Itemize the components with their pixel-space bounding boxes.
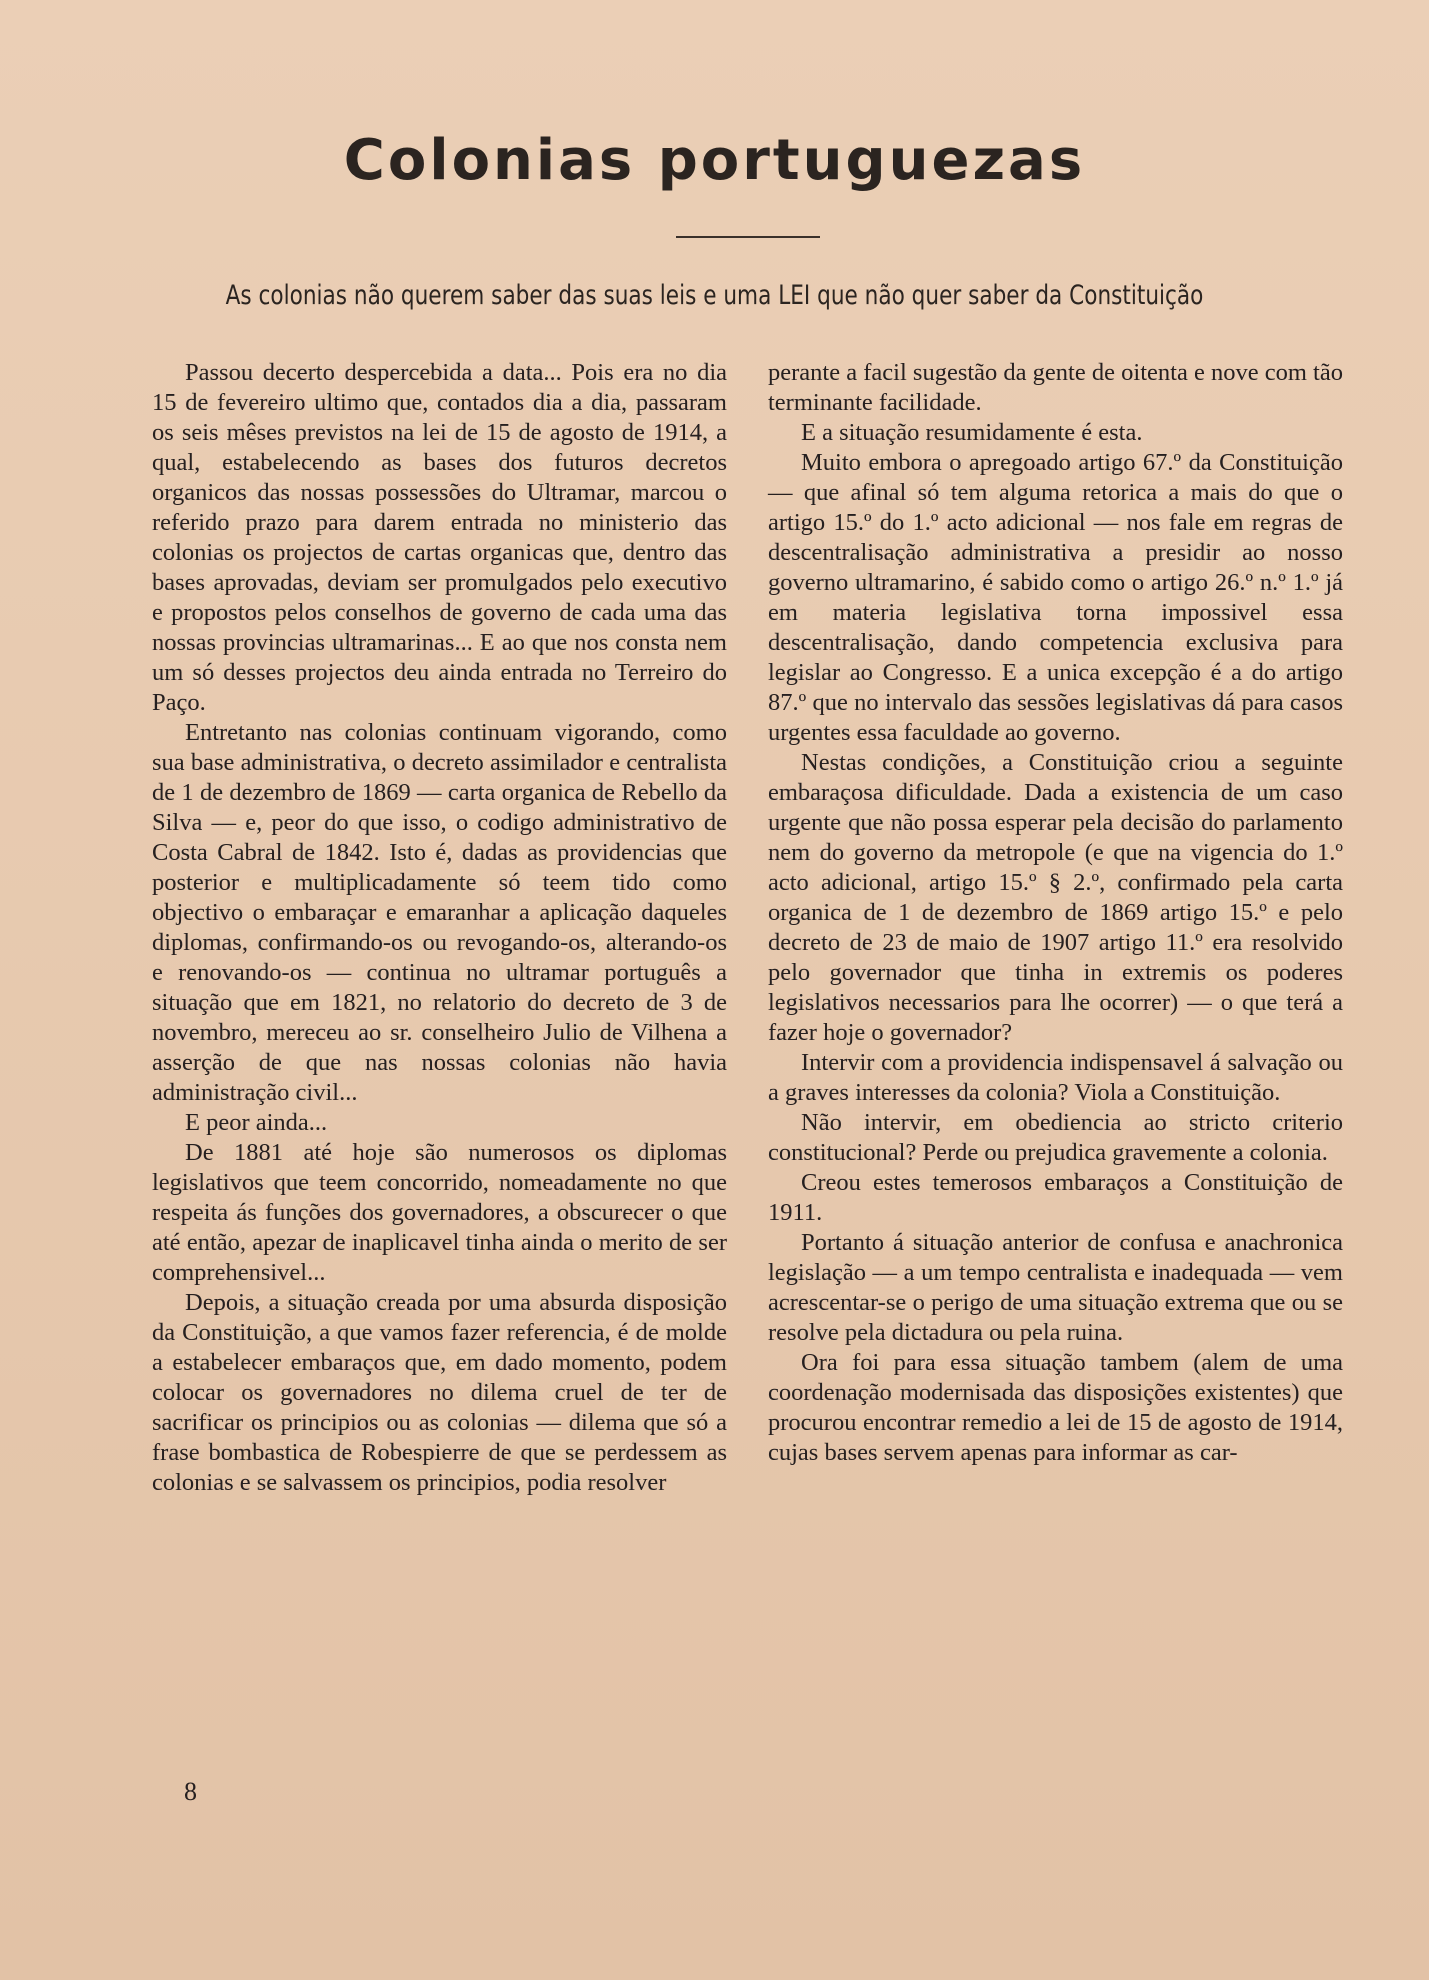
paragraph: Nestas condições, a Constituição criou a seguinte embaraçosa dificuldade. Dada a existencia de um caso urgente que não possa esperar pela decisão do parlamento nem do governo da metropole (e que na vigencia do 1.º acto adicional, artigo 15.º § 2.º, confirmado pela carta organica de 1 de dezembro de 1869 artigo 15.º e pelo decreto de 23 de maio de 1907 artigo 11.º era resolvido pelo governador que tinha in extremis os poderes legislativos necessarios para lhe ocorrer) — o que terá a fazer hoje o governador? xyxy=(768,749,1343,1046)
page-number: 8 xyxy=(184,1777,197,1806)
article-subtitle: As colonias não querem saber das suas leis e uma LEI que não quer saber da Constituição xyxy=(225,280,1204,311)
paragraph: Depois, a situação creada por uma absurda disposição da Constituição, a que vamos fazer referencia, é de molde a estabelecer embaraços que, em dado momento, podem colocar os governadores no dilema cruel de ter de sacrificar os principios ou as colonias — dilema que só a frase bombastica de Robespierre de que se perdessem as colonias e se salvassem os principios, podia resolver xyxy=(152,1289,727,1496)
paragraph: perante a facil sugestão da gente de oitenta e nove com tão terminante facilidade. xyxy=(768,359,1343,416)
paragraph: E a situação resumidamente é esta. xyxy=(801,419,1143,446)
paragraph: Creou estes temerosos embaraços a Constituição de 1911. xyxy=(768,1169,1343,1226)
title-divider xyxy=(676,236,820,238)
paragraph: Muito embora o apregoado artigo 67.º da Constituição — que afinal só tem alguma retorica a mais do que o artigo 15.º do 1.º acto adicional — nos fale em regras de descentralisação administrativa a presidir ao nosso governo ultramarino, é sabido como o artigo 26.º n.º 1.º já em materia legislativa torna impossivel essa descentralisação, dando competencia exclusiva para legislar ao Congresso. E a unica excepção é a do artigo 87.º que no intervalo das sessões legislativas dá para casos urgentes essa faculdade ao governo. xyxy=(768,449,1343,746)
paragraph: Ora foi para essa situação tambem (alem de uma coordenação modernisada das disposições existentes) que procurou encontrar remedio a lei de 15 de agosto de 1914, cujas bases servem apenas para informar as car- xyxy=(768,1349,1343,1466)
right-column xyxy=(768,358,1343,1468)
article-title: Colonias portuguezas xyxy=(343,128,1086,193)
paragraph: E peor ainda... xyxy=(185,1109,328,1136)
paragraph: Passou decerto despercebida a data... Pois era no dia 15 de fevereiro ultimo que, contados dia a dia, passaram os seis mêses previstos na lei de 15 de agosto de 1914, a qual, estabelecendo as bases dos futuros decretos organicos das nossas possessões do Ultramar, marcou o referido prazo para darem entrada no ministerio das colonias os projectos de cartas organicas que, dentro das bases aprovadas, deviam ser promulgados pelo executivo e propostos pelos conselhos de governo de cada uma das nossas provincias ultramarinas... E ao que nos consta nem um só desses projectos deu ainda entrada no Terreiro do Paço. xyxy=(152,359,727,716)
paragraph: Intervir com a providencia indispensavel á salvação ou a graves interesses da colonia? Viola a Constituição. xyxy=(768,1049,1343,1106)
paragraph: Entretanto nas colonias continuam vigorando, como sua base administrativa, o decreto assimilador e centralista de 1 de dezembro de 1869 — carta organica de Rebello da Silva — e, peor do que isso, o codigo administrativo de Costa Cabral de 1842. Isto é, dadas as providencias que posterior e multiplicadamente só teem tido como objectivo o embaraçar e emaranhar a aplicação daqueles diplomas, confirmando-os ou revogando-os, alterando-os e renovando-os — continua no ultramar português a situação que em 1821, no relatorio do decreto de 3 de novembro, mereceu ao sr. conselheiro Julio de Vilhena a asserção de que nas nossas colonias não havia administração civil... xyxy=(152,719,727,1106)
paragraph: Portanto á situação anterior de confusa e anachronica legislação — a um tempo centralista e inadequada — vem acrescentar-se o perigo de uma situação extrema que ou se resolve pela dictadura ou pela ruina. xyxy=(768,1229,1343,1346)
left-column xyxy=(152,358,727,1498)
paragraph: Não intervir, em obediencia ao stricto criterio constitucional? Perde ou prejudica gravemente a colonia. xyxy=(768,1109,1343,1166)
paragraph: De 1881 até hoje são numerosos os diplomas legislativos que teem concorrido, nomeadamente no que respeita ás funções dos governadores, a obscurecer o que até então, apezar de inaplicavel tinha ainda o merito de ser comprehensivel... xyxy=(152,1139,727,1286)
